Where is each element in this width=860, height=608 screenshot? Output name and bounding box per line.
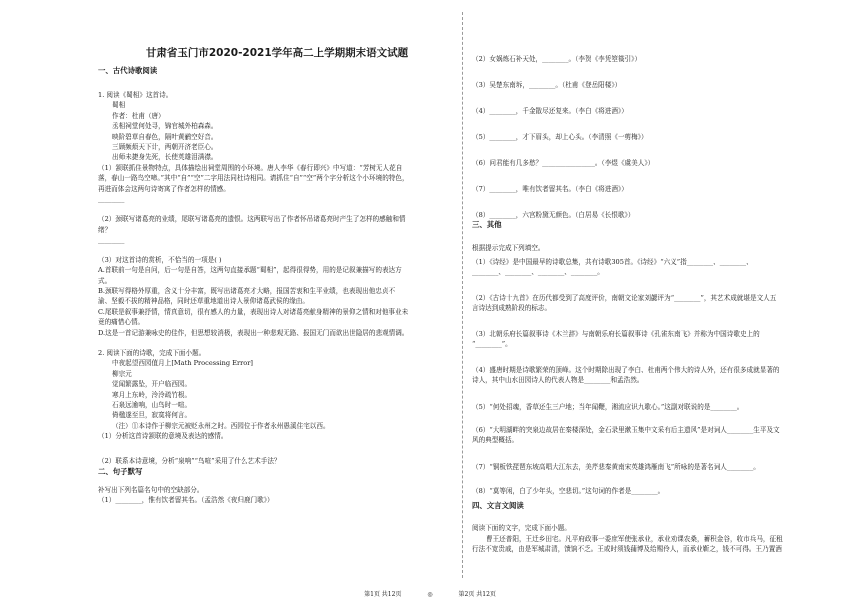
other-item [472, 293, 776, 314]
poem-block [98, 358, 456, 431]
fill-intro: 补写出下列名篇名句中的空缺部分。 [98, 486, 204, 494]
question-3 [98, 255, 456, 338]
right-page [472, 0, 832, 584]
question-text: 绪？ [98, 225, 112, 234]
question-2 [98, 214, 456, 245]
classical-passage [472, 534, 783, 555]
question-text: “________”。 [472, 340, 512, 349]
poem-line: 寒月上东岭，泠泠疏竹根。 [112, 390, 192, 399]
page-title: 甘肃省玉门市2020-2021学年高二上学期期末语文试题 [145, 47, 409, 59]
fill-item: （1）________，惟有饮者留其名。（孟浩然《夜归鹿门歌》） [98, 496, 274, 505]
poem-line: 出师未捷身先死，长使英雄泪满襟。 [112, 153, 218, 162]
section-heading: 三、其他 [472, 220, 502, 229]
fill-item: （6）问君能有几多愁？________________。（李煜《虞美人》） [472, 159, 655, 167]
fill-item: （3）吴楚东南坼，________。（杜甫《登岳阳楼》） [472, 81, 622, 89]
option-d: D.这是一首记游兼咏史的佳作，但思想较消极，表现出一种悲观无路、报国无门而欲出世隐居的悲观情调。 [98, 328, 409, 337]
option-a-cont: 式。 [98, 276, 112, 285]
poem-line: 蜀相 [112, 101, 126, 110]
question-text: （3）北朝乐府长篇叙事诗《木兰辞》与南朝乐府长篇叙事诗《孔雀东南飞》并称为中国诗歌史上的 [472, 330, 760, 338]
other-item [472, 365, 780, 386]
section-heading: 四、文言文阅读 [472, 501, 524, 510]
option-b-cont: 渝、坚毅不拔的精神品格，同时还草重地道出诗人景仰诸葛武侯的缘由。 [98, 297, 309, 306]
poem-block [98, 100, 456, 162]
poem-line: 丞相祠堂何处寻，锦官城外柏森森。 [112, 122, 218, 131]
question-text: （8）“莫等闲，白了少年头，空悲切。”这句词的作者是________。 [472, 487, 665, 495]
question-text: （7）“铜板铁琵琶东坡高唱大江东去，美芹悲秦黄南宋英雄鸿雁南飞”所咏的是著名词人________。 [472, 463, 760, 471]
question-text: 再进而体会这两句诗寄寓了作者怎样的情感。 [98, 184, 230, 193]
poem-line: 映阶碧草自春色，隔叶黄鹂空好音。 [112, 132, 218, 141]
option-c-cont: 竟的痛惜心情。 [98, 318, 145, 327]
question-text: （1）分析这首诗颔联的意境及表达的感情。 [98, 432, 228, 441]
other-item [472, 329, 760, 350]
question-text: （6）“大明湖畔的突泉边故居在秦楼深处，金石录里漱玉集中文采有后主遗风”是对词人________生平及文 [472, 426, 780, 434]
question-text: 言诗达到成熟阶段的标志。 [472, 304, 552, 313]
answer-blank: ________ [98, 236, 125, 245]
question-text: 诗人，其中山水田园诗人的代表人物是________和孟浩然。 [472, 376, 644, 385]
fill-item: （8）________，六宫粉黛无颜色。（白居易《长恨歌》） [472, 211, 635, 219]
left-page [98, 0, 456, 584]
question-text: ________、________、________、________。 [472, 268, 604, 277]
poem-line: 作者：杜甫（唐） [112, 111, 165, 120]
other-item [472, 402, 743, 412]
poem-line: 柳宗元 [112, 369, 132, 378]
question-text: （3）对这首诗的赏析，不恰当的一项是( ) [98, 255, 222, 264]
other-item [472, 462, 760, 472]
other-item [472, 425, 780, 446]
question-text: （2）联系本诗意境，分析“泉响”“鸟喧”采用了什么艺术手法？ [98, 456, 281, 465]
fill-item: （4）________，千金散尽还复来。（李白《将进酒》） [472, 107, 628, 115]
question-1 [98, 163, 456, 205]
question-intro: 1. 阅读《蜀相》这首诗。 [98, 91, 173, 99]
fill-item: （7）________，唯有饮者留其名。（李白《将进酒》） [472, 185, 628, 193]
poem-note: （注）①本诗作于柳宗元被贬永州之时。西园位于作者永州愚溪住宅以西。 [112, 421, 330, 430]
classical-intro: 阅读下面的文字，完成下面小题。 [472, 524, 571, 532]
fill-item: （2）女娲炼石补天处，________。（李贺《李凭箜篌引》） [472, 55, 642, 63]
question-text: （2）《古诗十九首》在历代都受到了高度评价，南朝文论家刘勰评为“________”，其艺术成就堪是文人五 [472, 294, 777, 302]
section-heading: 一、古代诗歌阅读 [98, 66, 158, 75]
section-heading: 二、句子默写 [98, 467, 143, 476]
question-intro: 2. 阅读下面的诗歌，完成下面小题。 [98, 348, 206, 357]
question-text: （4）盛唐时期是诗歌繁荣的顶峰。这个时期除出现了李白、杜甫两个伟大的诗人外，还有很多成就显著的 [472, 366, 780, 374]
page-footer [0, 589, 860, 598]
poem-line: 石泉远逾响，山鸟时一喧。 [112, 400, 192, 409]
question-text: 风的典型概括。 [472, 436, 519, 445]
option-a: A.首联前一句是自问，后一句是自答，这两句直接承题“蜀相”，起得很得势，用的是记叙兼描写的表达方 [98, 266, 402, 275]
fill-item: （5）________，才下眉头，却上心头。（李清照《一剪梅》） [472, 133, 648, 141]
poem-line: 三顾频烦天下计，两朝开济老臣心。 [112, 143, 218, 152]
page-separator-icon: ◎ [427, 591, 433, 598]
answer-blank: ________ [98, 195, 125, 204]
passage-line: 行法不宽贵戚，由是军城肃清，馈饷不乏。王或时须钱蒱博及给赐伶人，而承业靳之，钱不可得。王乃置酒 [472, 545, 782, 554]
other-item [472, 257, 753, 278]
question-text: 落，春山一路鸟空啼。”其中“自”“空”二字用法同杜诗相同。请抓住“自”“空”两个字分析这个小环境的特色， [98, 174, 409, 183]
question-text: （1）颔联抓住景物特点，具体描绘出祠堂周围的小环境。唐人李华《春行即兴》中写道：“芳树无人花自 [98, 163, 403, 172]
page-number-left: 第1页 共12页 [364, 591, 402, 598]
question-text: （1）《诗经》是中国最早的诗歌总集，共有诗歌305首。《诗经》“六义”指________、________、 [472, 258, 753, 266]
other-item [472, 486, 664, 496]
poem-line: 中夜起望西园值月上[Math Processing Error] [112, 359, 253, 368]
other-intro: 根据提示完成下列填空。 [472, 244, 545, 252]
page-number-right: 第2页 共12页 [458, 591, 496, 598]
passage-line: 曹王还普阳，王迁乡田宅。凡平府政事一委庶军使张承业，承业劝课农桑，蓄积金谷，收市兵马，征租 [486, 535, 783, 543]
poem-line: 觉闻繁露坠，开户临西园。 [112, 380, 192, 389]
question-text: （2）颈联写诸葛亮的业绩，尾联写诸葛亮的遗恨。这两联写出了作者怀吊诸葛亮时产生了怎样的感触和情 [98, 215, 406, 224]
page-divider [462, 12, 463, 578]
question-text: （5）“何处招魂，香草还生三户地；当年闻鞭，湘流应识九歌心。”这副对联说的是________。 [472, 403, 744, 411]
poem-line: 倚楹遂至旦，寂寞将何言。 [112, 411, 192, 420]
option-c: C.尾联是叙事兼抒情，情真意切，很有感人的力量，表现出诗人对诸葛亮献身精神的景仰之情和对他事业未 [98, 307, 409, 316]
option-b: B.颈联写得格外厚重，含义十分丰富，既写出诸葛亮才大略，报国苦衷和生平业绩，也表现出他忠贞不 [98, 286, 396, 295]
